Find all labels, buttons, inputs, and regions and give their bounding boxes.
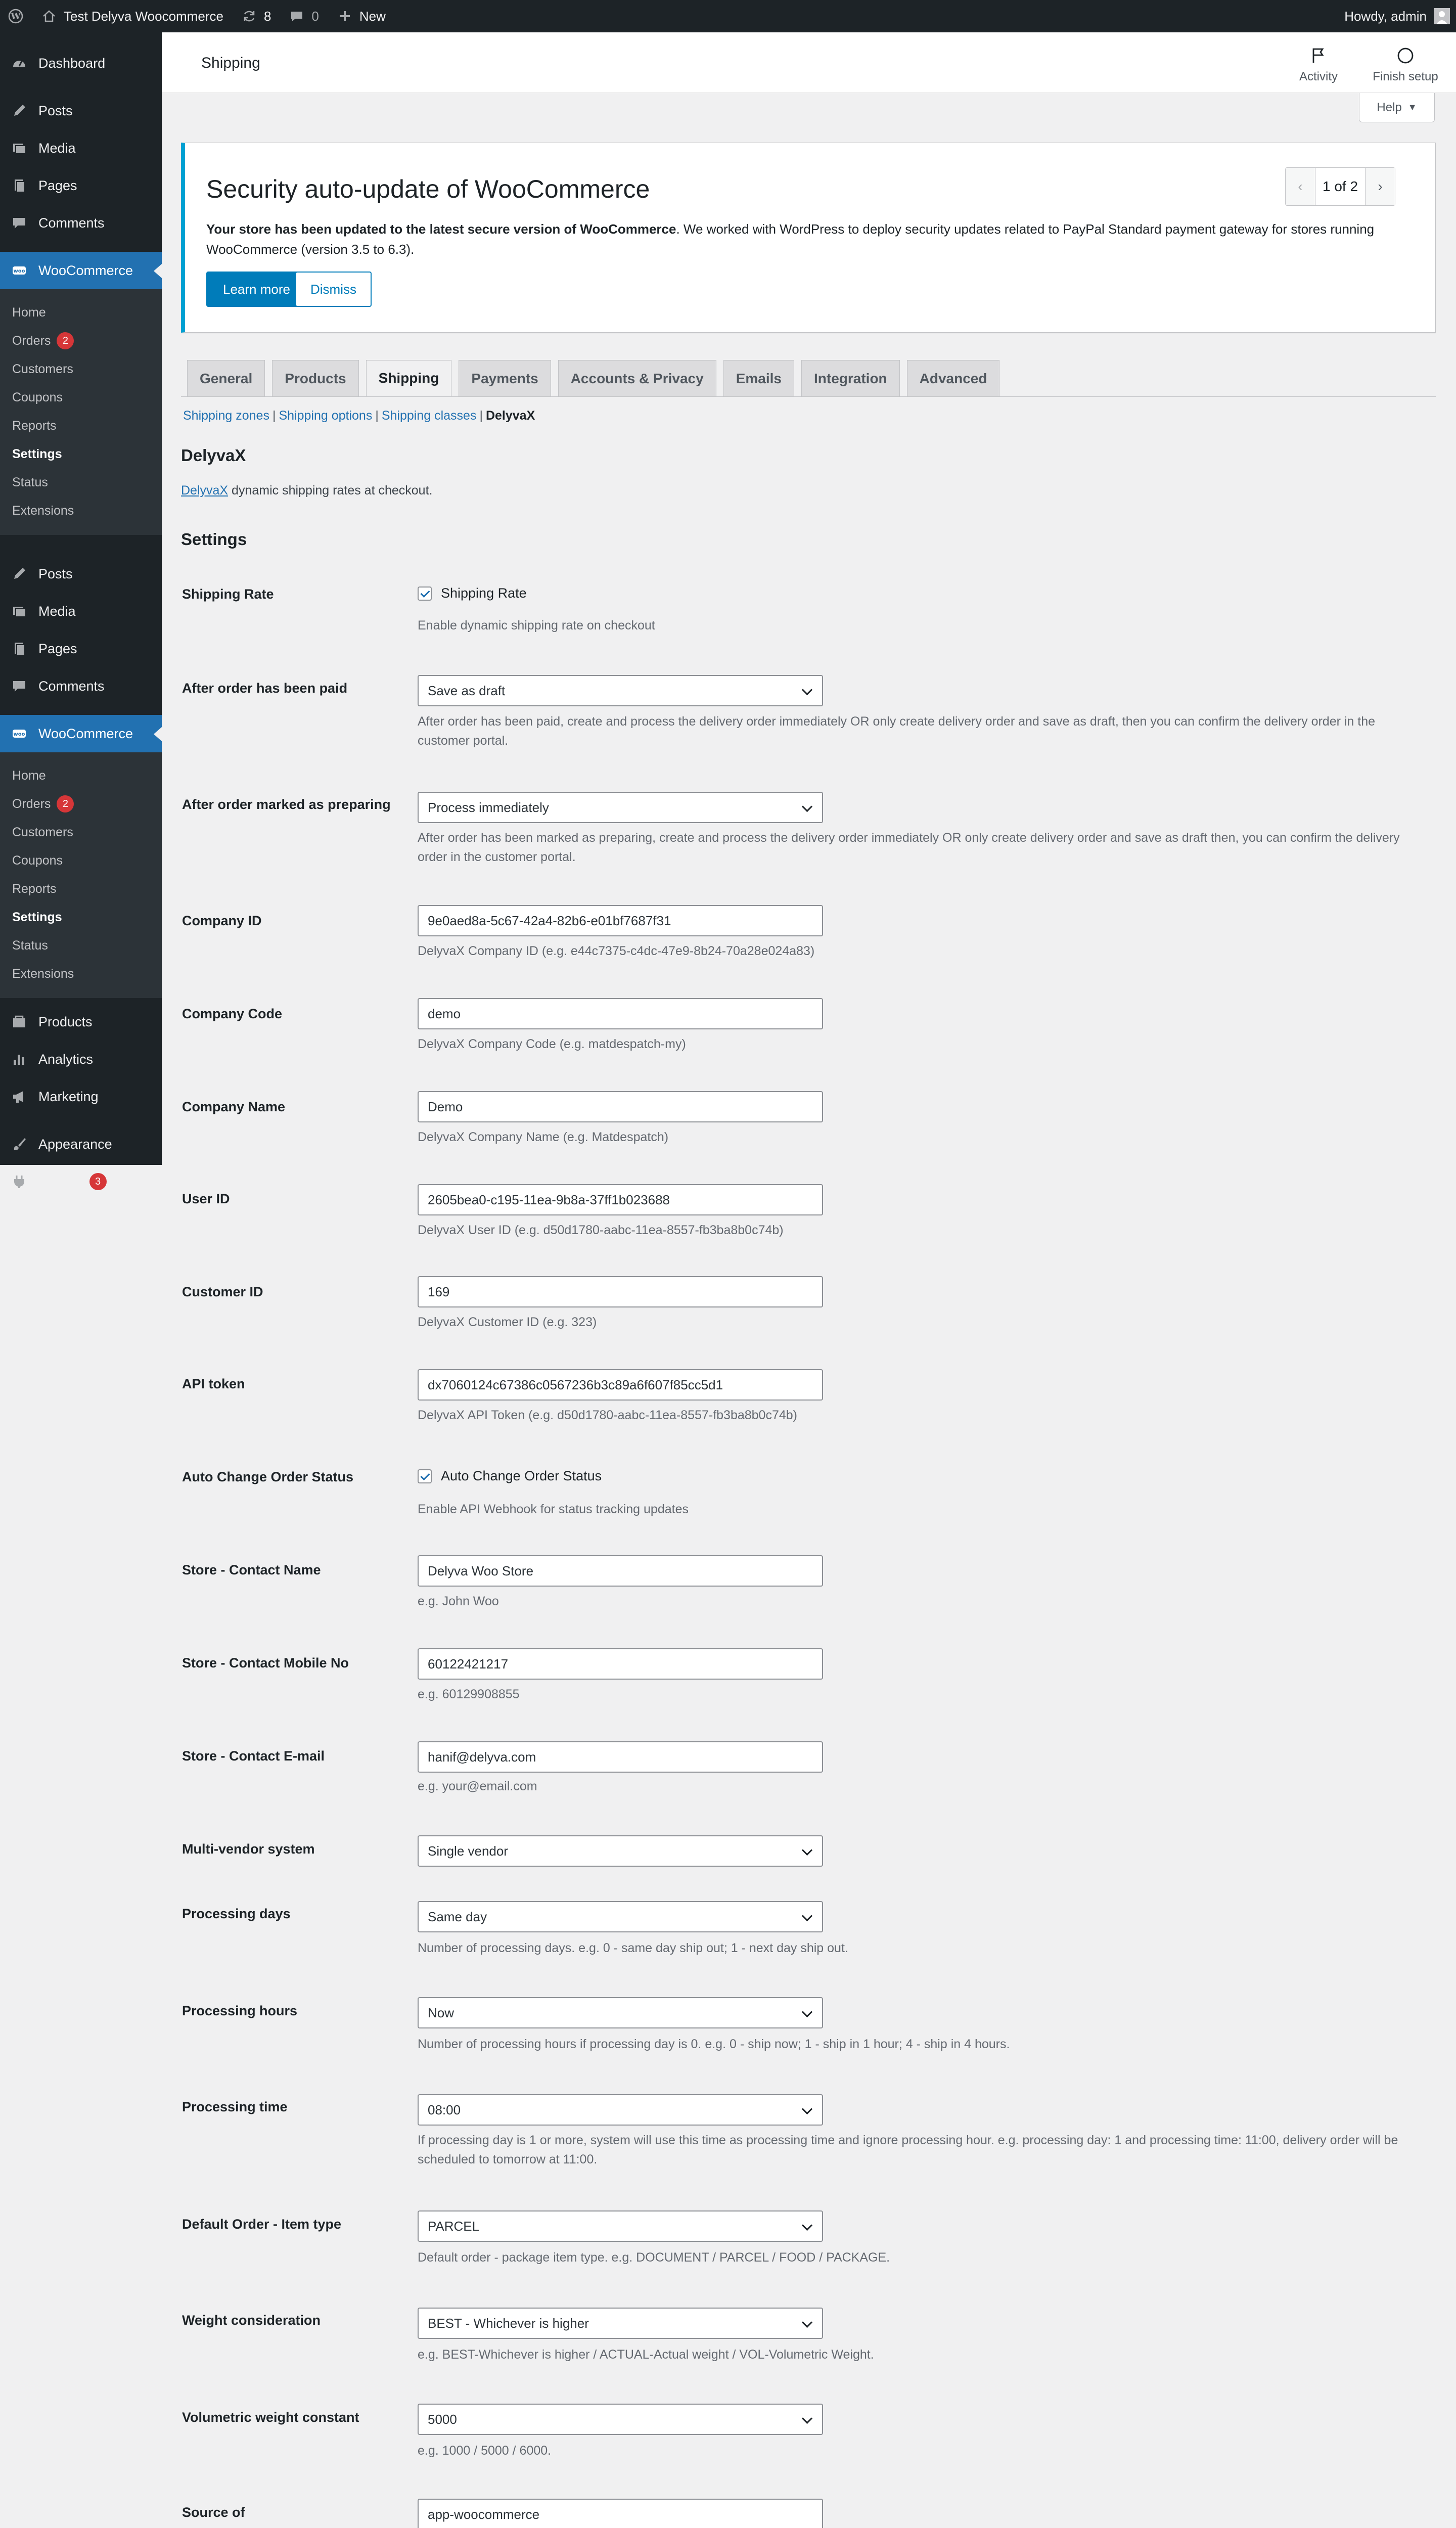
submenu-label: Coupons xyxy=(12,853,63,868)
pages-icon xyxy=(11,641,27,657)
customer-id-input[interactable]: 169 xyxy=(418,1276,823,1307)
woocommerce-submenu-2 xyxy=(0,752,162,998)
submenu-home[interactable] xyxy=(0,761,162,790)
after-preparing-select[interactable]: Process immediately xyxy=(418,792,823,823)
avatar-icon xyxy=(1434,8,1450,24)
submenu-extensions[interactable] xyxy=(0,960,162,988)
posts-icon xyxy=(11,103,27,119)
company-code-input[interactable]: demo xyxy=(418,998,823,1029)
menu-label: Dashboard xyxy=(38,55,106,71)
caret-down-icon: ▼ xyxy=(1407,102,1417,112)
settings-heading: Settings xyxy=(181,530,247,549)
menu-comments[interactable] xyxy=(0,204,162,242)
after-preparing-label: After order marked as preparing xyxy=(182,797,391,812)
api-token-label: API token xyxy=(182,1376,245,1391)
contact-name-help: e.g. John Woo xyxy=(418,1594,499,1608)
company-id-label: Company ID xyxy=(182,913,262,928)
admin-sidebar xyxy=(0,32,162,1189)
multi-vendor-label: Multi-vendor system xyxy=(182,1841,315,1857)
updates-icon xyxy=(242,9,257,24)
submenu-extensions[interactable] xyxy=(0,496,162,525)
menu-marketing[interactable] xyxy=(0,1078,162,1115)
finish-setup-label: Finish setup xyxy=(1373,70,1438,83)
tab-products[interactable]: Products xyxy=(272,360,358,396)
menu-label: Media xyxy=(38,140,76,156)
progress-circle-icon xyxy=(1396,47,1415,65)
submenu-label: Settings xyxy=(12,446,62,461)
megaphone-icon xyxy=(11,1089,27,1105)
menu-pages[interactable] xyxy=(0,167,162,204)
submenu-label: Status xyxy=(12,475,48,489)
menu-label: Products xyxy=(38,1014,93,1029)
user-id-label: User ID xyxy=(182,1191,230,1206)
item-type-help: Default order - package item type. e.g. DOCUMENT / PARCEL / FOOD / PACKAGE. xyxy=(418,2250,890,2265)
submenu-label: Reports xyxy=(12,418,57,433)
link-shipping-classes[interactable]: Shipping classes xyxy=(381,409,477,423)
avatar xyxy=(1434,8,1450,24)
submenu-customers[interactable] xyxy=(0,818,162,846)
pages-icon xyxy=(11,177,27,194)
menu-comments-2[interactable] xyxy=(0,667,162,705)
media-icon xyxy=(11,603,27,619)
company-code-help: DelyvaX Company Code (e.g. matdespatch-my) xyxy=(418,1037,686,1051)
submenu-reports[interactable] xyxy=(0,412,162,440)
multi-vendor-select[interactable]: Single vendor xyxy=(418,1835,823,1867)
updates-count: 8 xyxy=(263,8,271,24)
processing-days-help: Number of processing days. e.g. 0 - same day ship out; 1 - next day ship out. xyxy=(418,1941,848,1955)
settings-tabs xyxy=(187,360,1007,396)
after-paid-label: After order has been paid xyxy=(182,681,348,696)
analytics-icon xyxy=(11,1051,27,1067)
after-preparing-help: After order has been marked as preparing, create and process the delivery order immediately OR only create delivery order and save as draft then, you can confirm the delivery order in the customer portal. xyxy=(418,831,1400,864)
auto-status-help: Enable API Webhook for status tracking updates xyxy=(418,1502,689,1516)
dismiss-label: Dismiss xyxy=(310,281,356,297)
media-icon xyxy=(11,140,27,156)
company-code-label: Company Code xyxy=(182,1006,283,1021)
nav-separator: | xyxy=(479,409,483,423)
security-update-notice xyxy=(181,143,1436,333)
products-icon xyxy=(11,1014,27,1030)
tab-general[interactable]: General xyxy=(187,360,265,396)
paintbrush-icon xyxy=(11,1136,27,1152)
volumetric-select[interactable]: 5000 xyxy=(418,2404,823,2435)
svg-text:woo: woo xyxy=(13,268,25,274)
menu-pages-2[interactable] xyxy=(0,630,162,667)
company-name-label: Company Name xyxy=(182,1099,286,1114)
item-type-label: Default Order - Item type xyxy=(182,2217,342,2232)
section-description-text: dynamic shipping rates at checkout. xyxy=(228,483,433,498)
section-description xyxy=(181,483,432,498)
shipping-rate-label: Shipping Rate xyxy=(182,586,274,602)
auto-status-label: Auto Change Order Status xyxy=(182,1469,354,1484)
woocommerce-icon xyxy=(11,726,27,742)
dashboard-icon xyxy=(11,55,27,71)
auto-status-checkbox-label: Auto Change Order Status xyxy=(441,1468,602,1483)
menu-label: Marketing xyxy=(38,1089,99,1104)
company-id-input[interactable]: 9e0aed8a-5c67-42a4-82b6-e01bf7687f31 xyxy=(418,905,823,936)
shipping-rate-help: Enable dynamic shipping rate on checkout xyxy=(418,618,655,633)
menu-label: Pages xyxy=(38,641,77,656)
next-page-button[interactable] xyxy=(1366,168,1395,205)
svg-text:woo: woo xyxy=(13,732,25,737)
tab-shipping[interactable]: Shipping xyxy=(366,360,452,396)
comments-icon xyxy=(11,215,27,231)
section-title: DelyvaX xyxy=(181,446,246,465)
menu-label: Appearance xyxy=(38,1136,112,1152)
submenu-label: Home xyxy=(12,768,46,783)
item-type-select[interactable]: PARCEL xyxy=(418,2210,823,2242)
woocommerce-icon xyxy=(11,262,27,279)
submenu-label: Extensions xyxy=(12,503,74,518)
nav-separator: | xyxy=(272,409,276,423)
tab-advanced[interactable]: Advanced xyxy=(907,360,1000,396)
processing-time-help: If processing day is 1 or more, system will use this time as processing time and ignore processing hour. e.g. processing day: 1 and processing time: 11:00, delivery order will be scheduled to tomorrow at 11:00. xyxy=(418,2133,1398,2166)
tab-payments[interactable]: Payments xyxy=(459,360,551,396)
submenu-status[interactable] xyxy=(0,931,162,960)
after-paid-help: After order has been paid, create and process the delivery order immediately OR only create delivery order and save as draft, then you can confirm the delivery order in the customer portal. xyxy=(418,714,1376,748)
submenu-label: Orders xyxy=(12,796,51,811)
contact-name-label: Store - Contact Name xyxy=(182,1562,321,1577)
orders-count-badge: 2 xyxy=(57,332,74,349)
submenu-label: Coupons xyxy=(12,390,63,404)
menu-posts[interactable] xyxy=(0,92,162,129)
link-shipping-options[interactable]: Shipping options xyxy=(279,409,373,423)
posts-icon xyxy=(11,566,27,582)
activity-button[interactable] xyxy=(1283,42,1354,88)
menu-plugins[interactable] xyxy=(0,1163,162,1200)
submenu-coupons[interactable] xyxy=(0,383,162,412)
submenu-label: Customers xyxy=(12,362,73,376)
company-name-input[interactable]: Demo xyxy=(418,1091,823,1122)
contact-mobile-label: Store - Contact Mobile No xyxy=(182,1655,349,1671)
plugins-icon xyxy=(11,1173,27,1190)
help-label: Help xyxy=(1377,100,1402,114)
menu-label: Analytics xyxy=(38,1051,94,1067)
user-id-help: DelyvaX User ID (e.g. d50d1780-aabc-11ea-8557-fb3ba8b0c74b) xyxy=(418,1223,784,1237)
submenu-orders[interactable] xyxy=(0,790,162,818)
comment-icon xyxy=(289,9,304,24)
processing-days-select[interactable]: Same day xyxy=(418,1901,823,1932)
submenu-label: Extensions xyxy=(12,966,74,981)
wordpress-icon xyxy=(8,9,23,24)
comments-link[interactable] xyxy=(280,0,328,32)
new-label: New xyxy=(359,8,386,24)
tab-accounts-privacy[interactable]: Accounts & Privacy xyxy=(558,360,716,396)
processing-hours-select[interactable]: Now xyxy=(418,1997,823,2028)
menu-label: Comments xyxy=(38,215,105,231)
notice-title: Security auto-update of WooCommerce xyxy=(206,175,650,203)
menu-woocommerce-2[interactable] xyxy=(0,715,162,752)
contact-mobile-help: e.g. 60129908855 xyxy=(418,1687,520,1701)
submenu-label: Customers xyxy=(12,825,73,839)
nav-separator: | xyxy=(375,409,379,423)
updates-link[interactable] xyxy=(233,0,280,32)
svg-text:W: W xyxy=(11,12,21,22)
menu-analytics[interactable] xyxy=(0,1041,162,1078)
comments-icon xyxy=(11,678,27,694)
comments-count: 0 xyxy=(311,8,319,24)
submenu-settings[interactable] xyxy=(0,903,162,931)
woocommerce-submenu xyxy=(0,289,162,535)
link-shipping-zones[interactable]: Shipping zones xyxy=(183,409,269,423)
learn-more-button[interactable] xyxy=(206,272,307,307)
chevron-left-icon: ‹ xyxy=(1298,178,1303,194)
shipping-sections-nav xyxy=(183,409,535,423)
menu-posts-2[interactable] xyxy=(0,555,162,593)
menu-appearance[interactable] xyxy=(0,1125,162,1163)
submenu-label: Status xyxy=(12,938,48,953)
volumetric-label: Volumetric weight constant xyxy=(182,2410,359,2425)
contact-name-input[interactable]: Delyva Woo Store xyxy=(418,1555,823,1587)
weight-label: Weight consideration xyxy=(182,2313,321,2328)
submenu-label: Settings xyxy=(12,910,62,924)
customer-id-help: DelyvaX Customer ID (e.g. 323) xyxy=(418,1315,597,1329)
notice-body xyxy=(206,219,1409,259)
menu-label: WooCommerce xyxy=(38,726,133,741)
tab-integration[interactable]: Integration xyxy=(801,360,900,396)
activity-label: Activity xyxy=(1299,70,1338,83)
processing-time-select[interactable]: 08:00 xyxy=(418,2094,823,2126)
shipping-rate-checkbox-label: Shipping Rate xyxy=(441,585,527,601)
weight-select[interactable]: BEST - Whichever is higher xyxy=(418,2308,823,2339)
notice-body-bold: Your store has been updated to the latest secure version of WooCommerce xyxy=(206,221,676,237)
shipping-rate-checkbox[interactable] xyxy=(418,585,527,601)
submenu-label: Orders xyxy=(12,333,51,348)
submenu-coupons[interactable] xyxy=(0,846,162,875)
menu-media-2[interactable] xyxy=(0,593,162,630)
current-section-delyvax: DelyvaX xyxy=(485,409,535,423)
company-id-help: DelyvaX Company ID (e.g. e44c7375-c4dc-47e9-8b24-70a28e024a83) xyxy=(418,944,815,958)
dismiss-button[interactable] xyxy=(295,272,372,307)
plugins-count-badge: 3 xyxy=(89,1173,107,1190)
menu-woocommerce[interactable] xyxy=(0,252,162,289)
menu-label: Posts xyxy=(38,566,73,581)
page-title: Shipping xyxy=(201,55,260,71)
menu-label: Media xyxy=(38,603,76,619)
menu-label: Comments xyxy=(38,678,105,694)
menu-dashboard[interactable] xyxy=(0,44,162,82)
menu-label: Pages xyxy=(38,177,77,193)
checkbox-checked-icon xyxy=(418,586,432,601)
home-icon xyxy=(41,9,57,24)
delyvax-link[interactable]: DelyvaX xyxy=(181,483,229,498)
orders-count-badge: 2 xyxy=(57,795,74,812)
customer-id-label: Customer ID xyxy=(182,1284,263,1299)
after-paid-select[interactable]: Save as draft xyxy=(418,675,823,706)
menu-products[interactable] xyxy=(0,1003,162,1041)
source-label: Source of xyxy=(182,2505,245,2520)
site-name-link[interactable] xyxy=(32,0,233,32)
submenu-status[interactable] xyxy=(0,468,162,496)
prev-page-button[interactable] xyxy=(1286,168,1315,205)
tabs-divider xyxy=(181,396,1436,397)
menu-media[interactable] xyxy=(0,129,162,167)
processing-hours-label: Processing hours xyxy=(182,2003,298,2018)
contact-email-help: e.g. your@email.com xyxy=(418,1779,537,1793)
plus-icon xyxy=(337,9,352,24)
tab-emails[interactable]: Emails xyxy=(723,360,794,396)
finish-setup-button[interactable] xyxy=(1370,42,1441,88)
help-tab[interactable] xyxy=(1359,93,1435,122)
submenu-settings[interactable] xyxy=(0,440,162,468)
flag-icon xyxy=(1309,47,1328,65)
site-name: Test Delyva Woocommerce xyxy=(64,8,223,24)
woocommerce-header xyxy=(162,32,1456,93)
menu-label: Plugins xyxy=(38,1173,83,1189)
page-count: 1 of 2 xyxy=(1315,168,1366,205)
notice-pager xyxy=(1285,167,1395,206)
admin-bar xyxy=(0,0,1456,32)
source-input[interactable]: app-woocommerce xyxy=(418,2499,823,2528)
menu-label: Posts xyxy=(38,103,73,118)
wordpress-logo[interactable] xyxy=(0,0,32,32)
processing-days-label: Processing days xyxy=(182,1906,291,1921)
checkbox-checked-icon xyxy=(418,1469,432,1483)
new-content-link[interactable] xyxy=(328,0,395,32)
my-account[interactable] xyxy=(1335,0,1456,32)
learn-more-label: Learn more xyxy=(223,281,290,297)
company-name-help: DelyvaX Company Name (e.g. Matdespatch) xyxy=(418,1130,669,1144)
contact-email-label: Store - Contact E-mail xyxy=(182,1748,325,1764)
processing-time-label: Processing time xyxy=(182,2099,288,2114)
howdy-text: Howdy, admin xyxy=(1344,8,1427,24)
api-token-input[interactable]: dx7060124c67386c0567236b3c89a6f607f85cc5d1 xyxy=(418,1369,823,1401)
contact-email-input[interactable]: hanif@delyva.com xyxy=(418,1741,823,1773)
submenu-label: Reports xyxy=(12,881,57,896)
submenu-home[interactable] xyxy=(0,298,162,327)
contact-mobile-input[interactable]: 60122421217 xyxy=(418,1648,823,1680)
processing-hours-help: Number of processing hours if processing day is 0. e.g. 0 - ship now; 1 - ship in 1 hour; 4 - ship in 4 hours. xyxy=(418,2037,1010,2051)
menu-label: WooCommerce xyxy=(38,262,133,278)
submenu-label: Home xyxy=(12,305,46,320)
submenu-customers[interactable] xyxy=(0,355,162,383)
user-id-input[interactable]: 2605bea0-c195-11ea-9b8a-37ff1b023688 xyxy=(418,1184,823,1215)
auto-status-checkbox[interactable] xyxy=(418,1468,602,1484)
chevron-right-icon: › xyxy=(1378,178,1383,194)
notice-body-rest: . We worked with WordPress to deploy security updates related to PayPal Standard payment gateway for stores running WooCommerce (version 3.5 to 6.3). xyxy=(206,221,1375,257)
volumetric-help: e.g. 1000 / 5000 / 6000. xyxy=(418,2444,552,2458)
submenu-orders[interactable] xyxy=(0,327,162,355)
weight-help: e.g. BEST-Whichever is higher / ACTUAL-Actual weight / VOL-Volumetric Weight. xyxy=(418,2348,874,2362)
submenu-reports[interactable] xyxy=(0,875,162,903)
api-token-help: DelyvaX API Token (e.g. d50d1780-aabc-11ea-8557-fb3ba8b0c74b) xyxy=(418,1408,798,1422)
